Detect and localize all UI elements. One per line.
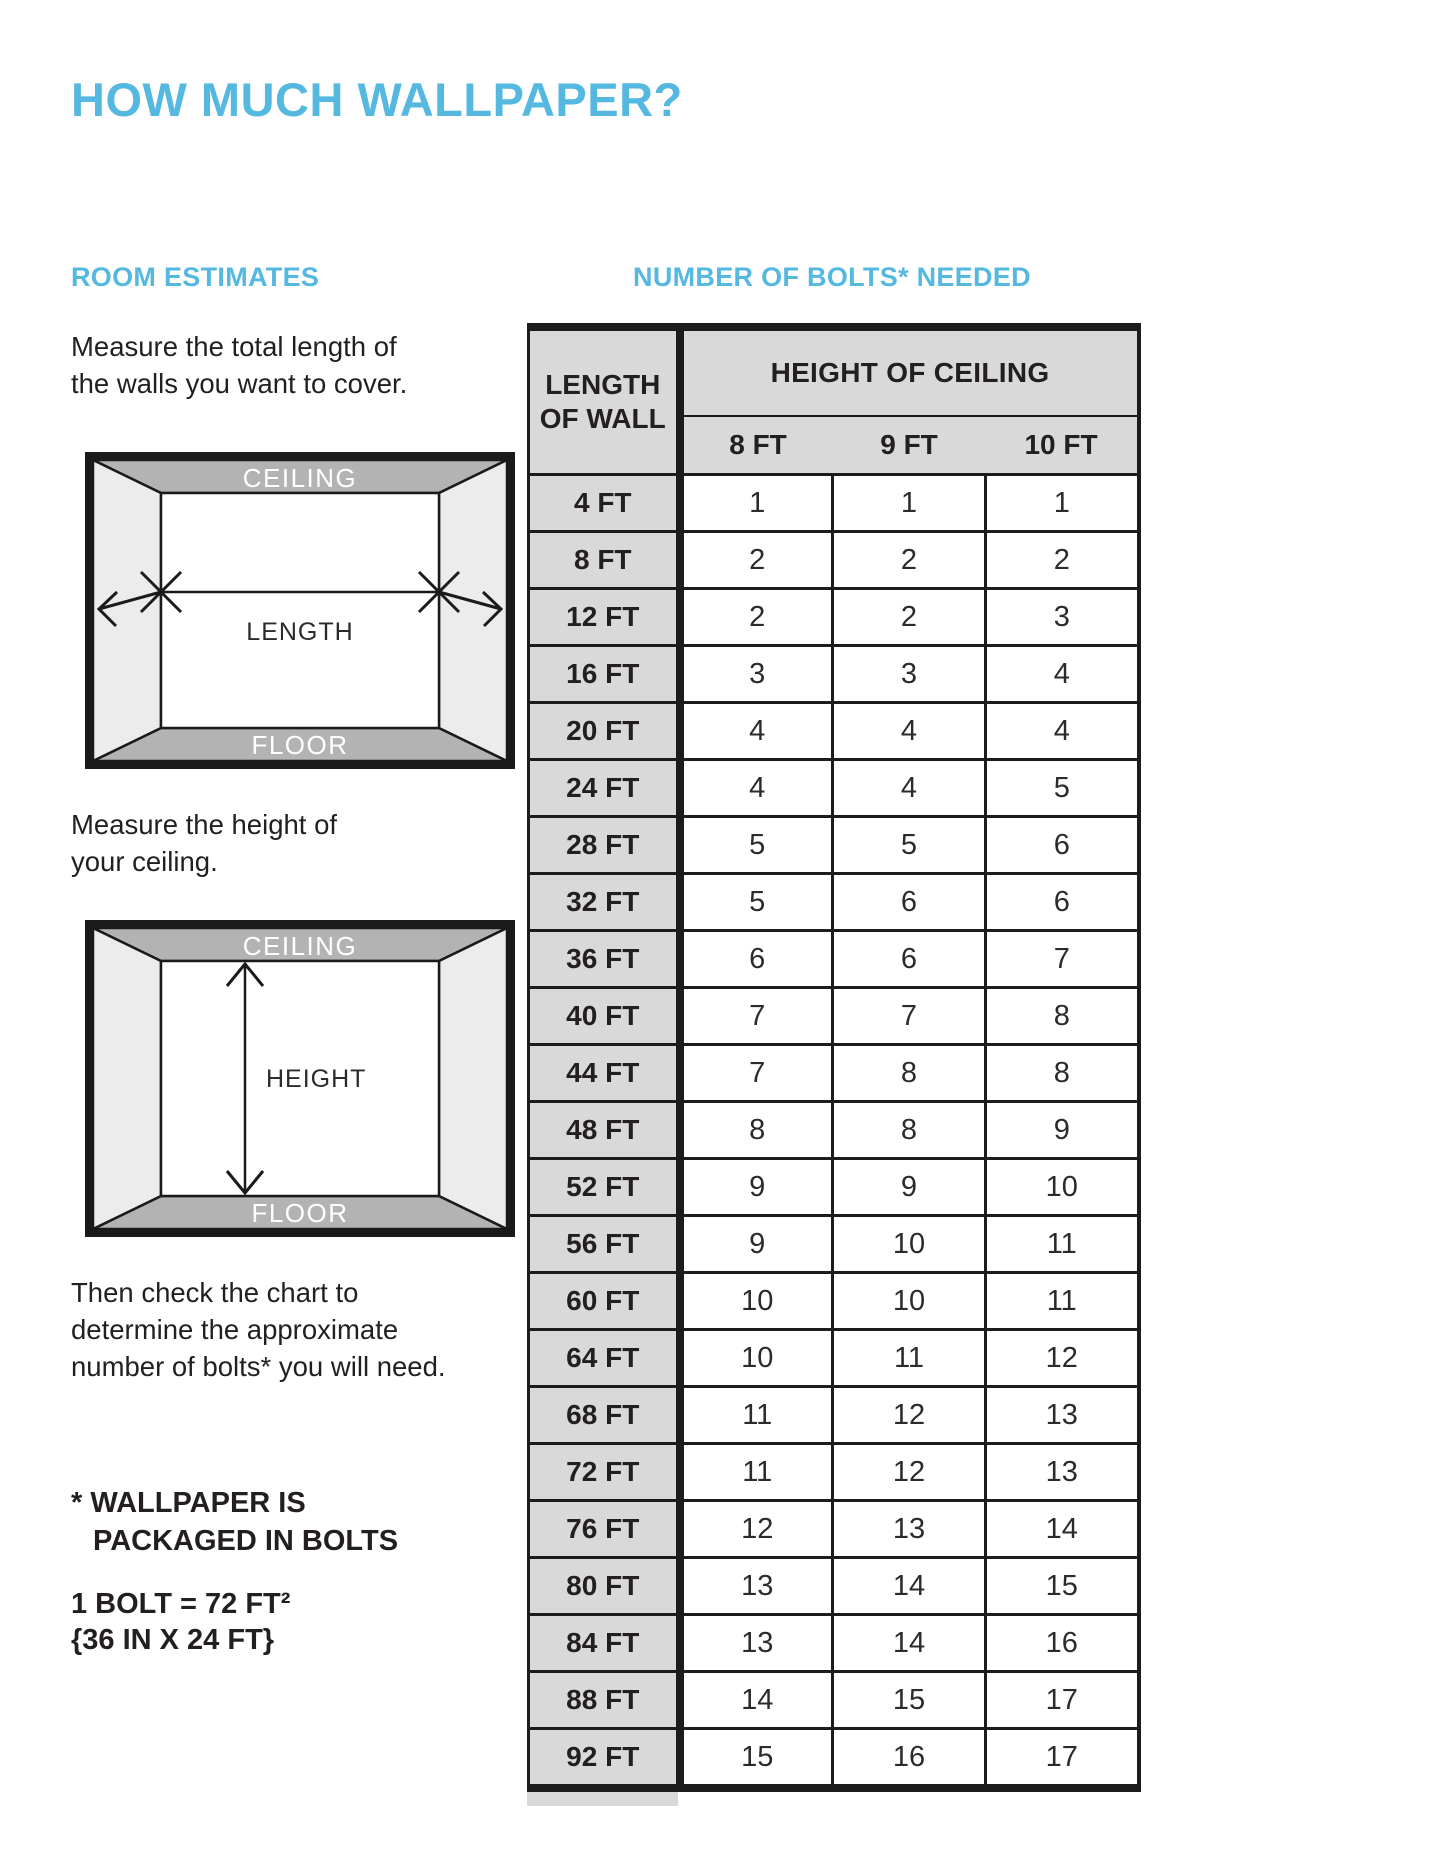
ceiling-label: CEILING (242, 463, 358, 493)
cell-bolts-8ft: 5 (680, 817, 833, 874)
table-row (529, 931, 1139, 988)
page-title: HOW MUCH WALLPAPER? (71, 73, 683, 126)
cell-bolts-10ft: 17 (986, 1672, 1139, 1729)
cell-bolts-8ft: 9 (680, 1159, 833, 1216)
table-row (529, 532, 1139, 589)
cell-bolts-8ft: 10 (680, 1330, 833, 1387)
cell-bolts-10ft: 16 (986, 1615, 1139, 1672)
row-header-wall-length: 64 FT (529, 1330, 680, 1387)
bolts-table-heading: NUMBER OF BOLTS* NEEDED (633, 262, 1031, 292)
row-header-wall-length: 24 FT (529, 760, 680, 817)
back-wall (161, 493, 439, 728)
cell-bolts-8ft: 13 (680, 1558, 833, 1615)
table-row (529, 1672, 1139, 1729)
table-row (529, 1330, 1139, 1387)
room-length-diagram (85, 452, 515, 769)
table-row (529, 589, 1139, 646)
cell-bolts-10ft: 11 (986, 1273, 1139, 1330)
row-header-wall-length: 48 FT (529, 1102, 680, 1159)
cell-bolts-9ft: 14 (833, 1558, 986, 1615)
table-row (529, 1102, 1139, 1159)
table-row (529, 1159, 1139, 1216)
cell-bolts-9ft: 8 (833, 1102, 986, 1159)
table-row (529, 760, 1139, 817)
cell-bolts-9ft: 2 (833, 589, 986, 646)
column-header-10ft: 10 FT (986, 416, 1139, 475)
table-row (529, 874, 1139, 931)
row-header-wall-length: 76 FT (529, 1501, 680, 1558)
row-header-wall-length: 36 FT (529, 931, 680, 988)
footnote-line-1: * WALLPAPER IS (71, 1487, 306, 1519)
cell-bolts-8ft: 2 (680, 532, 833, 589)
wallpaper-bolts-footnote (71, 1484, 398, 1560)
check-chart-instruction: Then check the chart to determine the approximate number of bolts* you will need. (71, 1277, 446, 1382)
cell-bolts-9ft: 2 (833, 532, 986, 589)
cell-bolts-10ft: 15 (986, 1558, 1139, 1615)
cell-bolts-8ft: 11 (680, 1387, 833, 1444)
cell-bolts-10ft: 5 (986, 760, 1139, 817)
cell-bolts-10ft: 17 (986, 1729, 1139, 1789)
cell-bolts-8ft: 4 (680, 703, 833, 760)
cell-bolts-10ft: 4 (986, 646, 1139, 703)
height-label: HEIGHT (266, 1065, 367, 1093)
cell-bolts-10ft: 7 (986, 931, 1139, 988)
row-header-wall-length: 92 FT (529, 1729, 680, 1789)
cell-bolts-9ft: 14 (833, 1615, 986, 1672)
cell-bolts-8ft: 9 (680, 1216, 833, 1273)
row-header-wall-length: 32 FT (529, 874, 680, 931)
table-row (529, 1558, 1139, 1615)
cell-bolts-8ft: 5 (680, 874, 833, 931)
row-header-wall-length: 40 FT (529, 988, 680, 1045)
row-header-wall-length: 20 FT (529, 703, 680, 760)
row-header-wall-length: 68 FT (529, 1387, 680, 1444)
table-row (529, 1444, 1139, 1501)
row-header-wall-length: 52 FT (529, 1159, 680, 1216)
length-label: LENGTH (246, 618, 354, 646)
cell-bolts-8ft: 1 (680, 475, 833, 532)
left-wall (93, 928, 161, 1229)
cell-bolts-8ft: 8 (680, 1102, 833, 1159)
row-header-wall-length: 60 FT (529, 1273, 680, 1330)
cell-bolts-9ft: 10 (833, 1273, 986, 1330)
cell-bolts-8ft: 3 (680, 646, 833, 703)
cell-bolts-8ft: 6 (680, 931, 833, 988)
row-header-wall-length: 28 FT (529, 817, 680, 874)
cell-bolts-8ft: 7 (680, 988, 833, 1045)
left-wall (93, 460, 161, 761)
cell-bolts-10ft: 9 (986, 1102, 1139, 1159)
table-row (529, 1216, 1139, 1273)
corner-header-length-of-wall: LENGTH OF WALL (529, 327, 680, 475)
cell-bolts-9ft: 15 (833, 1672, 986, 1729)
cell-bolts-10ft: 14 (986, 1501, 1139, 1558)
cell-bolts-9ft: 1 (833, 475, 986, 532)
row-header-wall-length: 4 FT (529, 475, 680, 532)
cell-bolts-9ft: 11 (833, 1330, 986, 1387)
cell-bolts-9ft: 13 (833, 1501, 986, 1558)
table-gray-stub (527, 1792, 678, 1806)
table-row (529, 1615, 1139, 1672)
row-header-wall-length: 16 FT (529, 646, 680, 703)
cell-bolts-9ft: 6 (833, 931, 986, 988)
bolts-table-section (527, 262, 1137, 1792)
cell-bolts-8ft: 7 (680, 1045, 833, 1102)
footnote-line-2: PACKAGED IN BOLTS (93, 1525, 399, 1557)
cell-bolts-9ft: 16 (833, 1729, 986, 1789)
cell-bolts-9ft: 9 (833, 1159, 986, 1216)
cell-bolts-9ft: 12 (833, 1387, 986, 1444)
bolts-table-body (529, 475, 1139, 1789)
bolt-size-spec: 1 BOLT = 72 FT² {36 IN X 24 FT} (71, 1588, 291, 1656)
cell-bolts-9ft: 10 (833, 1216, 986, 1273)
cell-bolts-8ft: 12 (680, 1501, 833, 1558)
cell-bolts-8ft: 10 (680, 1273, 833, 1330)
right-wall (439, 460, 507, 761)
group-header-height-of-ceiling: HEIGHT OF CEILING (680, 327, 1139, 416)
table-row (529, 646, 1139, 703)
row-header-wall-length: 12 FT (529, 589, 680, 646)
cell-bolts-8ft: 13 (680, 1615, 833, 1672)
row-header-wall-length: 84 FT (529, 1615, 680, 1672)
table-row (529, 703, 1139, 760)
table-row (529, 1501, 1139, 1558)
row-header-wall-length: 72 FT (529, 1444, 680, 1501)
bolts-needed-table (527, 323, 1141, 1792)
row-header-wall-length: 56 FT (529, 1216, 680, 1273)
ceiling-label: CEILING (242, 931, 358, 961)
cell-bolts-8ft: 14 (680, 1672, 833, 1729)
table-row (529, 475, 1139, 532)
cell-bolts-10ft: 12 (986, 1330, 1139, 1387)
table-row (529, 988, 1139, 1045)
cell-bolts-10ft: 13 (986, 1387, 1139, 1444)
room-estimates-heading: ROOM ESTIMATES (71, 262, 320, 292)
cell-bolts-9ft: 7 (833, 988, 986, 1045)
table-row (529, 817, 1139, 874)
table-row (529, 1387, 1139, 1444)
cell-bolts-10ft: 11 (986, 1216, 1139, 1273)
table-row (529, 1045, 1139, 1102)
cell-bolts-10ft: 8 (986, 988, 1139, 1045)
table-row (529, 1273, 1139, 1330)
floor-label: FLOOR (251, 730, 349, 760)
cell-bolts-10ft: 4 (986, 703, 1139, 760)
cell-bolts-10ft: 2 (986, 532, 1139, 589)
row-header-wall-length: 80 FT (529, 1558, 680, 1615)
row-header-wall-length: 44 FT (529, 1045, 680, 1102)
cell-bolts-8ft: 11 (680, 1444, 833, 1501)
cell-bolts-10ft: 13 (986, 1444, 1139, 1501)
cell-bolts-9ft: 5 (833, 817, 986, 874)
column-header-9ft: 9 FT (833, 416, 986, 475)
cell-bolts-9ft: 4 (833, 703, 986, 760)
cell-bolts-10ft: 3 (986, 589, 1139, 646)
row-header-wall-length: 8 FT (529, 532, 680, 589)
cell-bolts-9ft: 3 (833, 646, 986, 703)
cell-bolts-9ft: 12 (833, 1444, 986, 1501)
cell-bolts-10ft: 6 (986, 874, 1139, 931)
row-header-wall-length: 88 FT (529, 1672, 680, 1729)
table-row (529, 1729, 1139, 1789)
measure-height-instruction: Measure the height of your ceiling. (71, 809, 338, 877)
cell-bolts-10ft: 6 (986, 817, 1139, 874)
cell-bolts-9ft: 4 (833, 760, 986, 817)
cell-bolts-8ft: 2 (680, 589, 833, 646)
floor-label: FLOOR (251, 1198, 349, 1228)
cell-bolts-8ft: 15 (680, 1729, 833, 1789)
cell-bolts-9ft: 6 (833, 874, 986, 931)
column-header-8ft: 8 FT (680, 416, 833, 475)
cell-bolts-10ft: 1 (986, 475, 1139, 532)
right-wall (439, 928, 507, 1229)
measure-length-instruction: Measure the total length of the walls you want to cover. (71, 331, 408, 399)
cell-bolts-9ft: 8 (833, 1045, 986, 1102)
room-height-diagram (85, 920, 515, 1237)
cell-bolts-8ft: 4 (680, 760, 833, 817)
cell-bolts-10ft: 10 (986, 1159, 1139, 1216)
cell-bolts-10ft: 8 (986, 1045, 1139, 1102)
